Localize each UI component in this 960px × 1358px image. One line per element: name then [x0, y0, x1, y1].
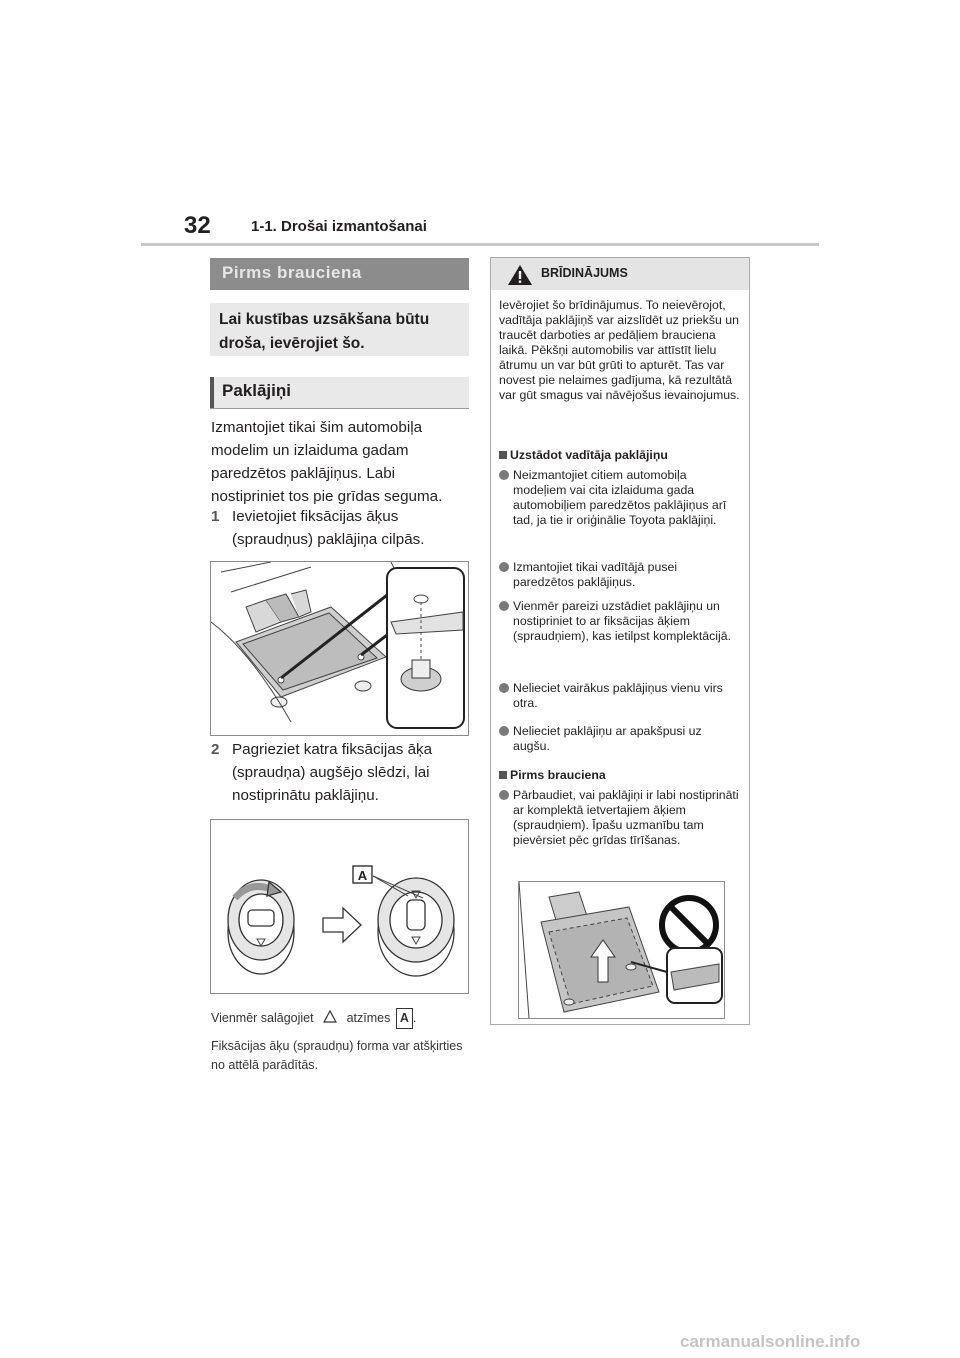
watermark: carmanualsonline.info	[680, 1332, 861, 1351]
step-text: Ievietojiet fiksācijas āķus (spraudņus) paklājiņa cilpās.	[232, 508, 425, 548]
warning-bullet	[499, 599, 743, 661]
step-2	[211, 738, 469, 808]
page-number: 32	[184, 212, 211, 239]
hook-rotation-illustration	[211, 820, 468, 993]
caption-align-text: Vienmēr salāgojiet	[211, 1011, 314, 1025]
warning-bullet	[499, 724, 743, 756]
warning-header	[491, 258, 749, 290]
triangle-mark-icon	[323, 1010, 337, 1023]
caption-align-marks: Vienmēr salāgojiet atzīmes A .	[211, 1008, 469, 1029]
header-divider	[141, 243, 819, 246]
warning-box	[490, 257, 750, 1025]
step-number: 1	[211, 508, 220, 525]
figure-prohibited-mat	[518, 881, 725, 1019]
section-title: 1-1. Drošai izmantošanai	[251, 218, 427, 235]
chapter-banner-label: Pirms brauciena	[222, 263, 362, 282]
warning-bullet	[499, 681, 743, 713]
warning-bullet	[499, 788, 743, 864]
warning-bullet	[499, 468, 743, 544]
step-number: 2	[211, 741, 220, 758]
warning-subheading-label: Uzstādot vadītāja paklājiņu	[510, 448, 668, 462]
warning-bullet-text: Izmantojiet tikai vadītājā pusei paredzētos paklājiņus.	[513, 560, 678, 589]
prohibited-mat-illustration	[519, 882, 724, 1018]
step-1	[211, 505, 469, 551]
warning-bullet-text: Pārbaudiet, vai paklājiņi ir labi nostiprināti ar komplektā ietvertajiem āķiem (spraudņiem). Īpašu uzmanību tam pievērsiet pēc grīdas tīrīšanas.	[513, 788, 739, 847]
intro-box-text: Lai kustības uzsākšana būtu droša, ievērojiet šo.	[219, 311, 430, 352]
figure-hook-rotation	[210, 819, 469, 994]
warning-bullet-text: Nelieciet paklājiņu ar apakšpusi uz augšu.	[513, 724, 702, 753]
step-text: Pagrieziet katra fiksācijas āķa (spraudņa) augšējo slēdzi, lai nostiprinātu paklājiņu.	[232, 741, 433, 804]
warning-title: BRĪDINĀJUMS	[541, 266, 628, 280]
warning-triangle-icon	[507, 264, 533, 286]
chapter-banner	[210, 258, 469, 290]
warning-subheading	[499, 448, 668, 462]
warning-intro: Ievērojiet šo brīdinājumus. To neievērojot, vadītāja paklājiņš var aizslīdēt uz priekšu un traucēt darboties ar pedāļiem brauciena laikā. Pēkšņi automobilis var attīstīt lielu ātrumu un var būt grūti to apturēt. Tas var novest pie nelaimes gadījuma, kā rezultātā var gūt smagus vai nāvējošus ievainojumus.	[499, 298, 740, 402]
caption-shape-note: Fiksācijas āķu (spraudņu) forma var atšķirties no attēlā parādītās.	[211, 1039, 463, 1072]
warning-subheading-label: Pirms brauciena	[510, 768, 606, 782]
intro-box	[210, 303, 469, 356]
warning-bullet-text: Neizmantojiet citiem automobiļa modeļiem vai cita izlaiduma gada automobiļiem paredzētos paklājiņus arī tad, ja tie ir oriģinālie Toyota paklājiņi.	[513, 468, 727, 527]
warning-subheading	[499, 768, 606, 782]
warning-bullet	[499, 560, 743, 592]
marker-a-badge: A	[396, 1008, 413, 1029]
floor-mat-illustration	[211, 562, 468, 735]
subheading	[210, 377, 469, 409]
warning-bullet-text: Vienmēr pareizi uzstādiet paklājiņu un nostipriniet to ar fiksācijas āķiem (spraudņiem), kas ietilpst komplektācijā.	[513, 599, 732, 643]
subheading-label: Paklājiņi	[222, 381, 291, 400]
intro-paragraph: Izmantojiet tikai šim automobiļa modelim un izlaiduma gadam paredzētos paklājiņus. Labi nostipriniet tos pie grīdas seguma.	[211, 419, 443, 505]
marker-label: A	[357, 868, 368, 883]
warning-bullet-text: Nelieciet vairākus paklājiņus vienu virs otra.	[513, 681, 723, 710]
caption-marks-text: atzīmes	[346, 1011, 391, 1025]
figure-floor-mat-hooks	[210, 561, 469, 736]
